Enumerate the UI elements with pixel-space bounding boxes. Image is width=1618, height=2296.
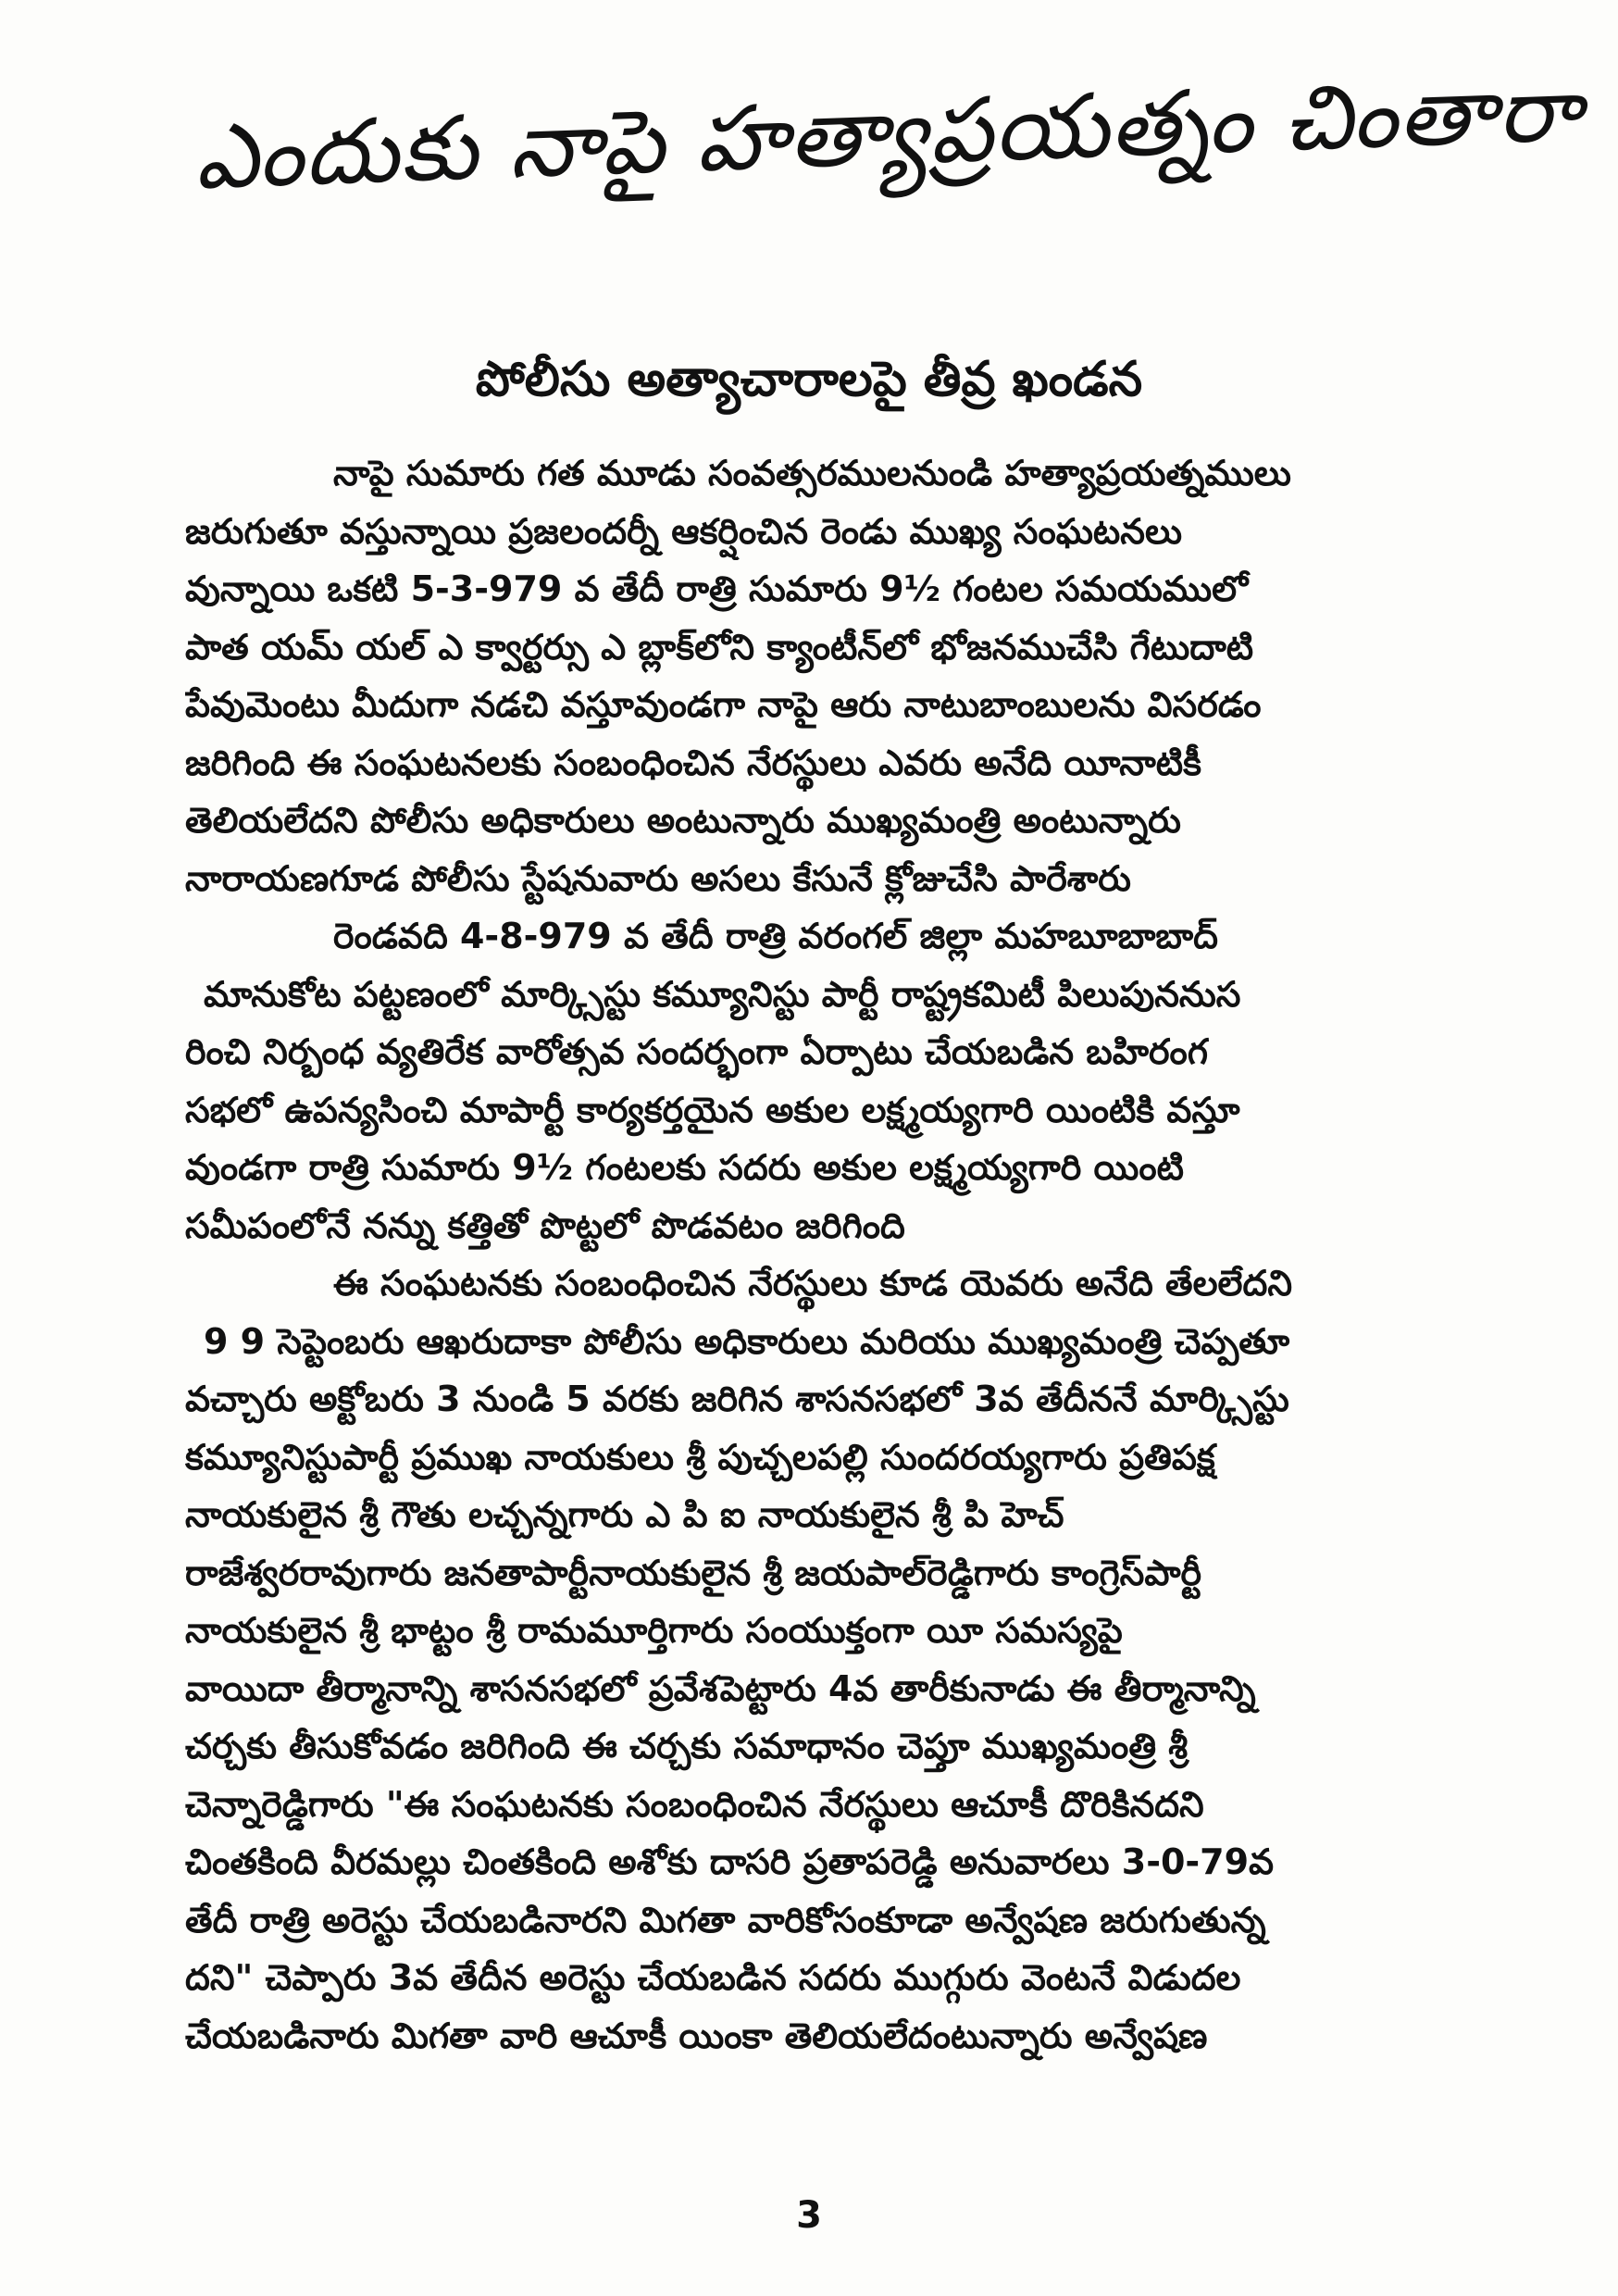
text-line: నాయకులైన శ్రీ భాట్టం శ్రీ రామమూర్తిగారు సంయుక్తంగా యీ సమస్యపై: [185, 1610, 1123, 1651]
text-line: పాత యమ్ యల్ ఎ క్వార్టర్సు ఎ బ్లాక్‌లోని క్యాంటీన్‌లో భోజనముచేసి గేటుదాటి: [185, 626, 1254, 668]
text-line: రించి నిర్బంధ వ్యతిరేక వారోత్సవ సందర్భంగా ఏర్పాటు చేయబడిన బహిరంగ: [185, 1031, 1208, 1072]
text-line: పేవుమెంటు మీదుగా నడచి వస్తూవుండగా నాపై ఆరు నాటుబాంబులను విసరడం: [185, 684, 1262, 725]
text-line: మానుకోట పట్టణంలో మార్క్సిస్టు కమ్యూనిస్టు పార్టీ రాష్ట్రకమిటీ పిలుపుననుస: [204, 973, 1241, 1015]
text-line: నాపై సుమారు గత మూడు సంవత్సరములనుండి హత్యాప్రయత్నములు: [333, 453, 1291, 493]
text-line: వాయిదా తీర్మానాన్ని శాసనసభలో ప్రవేశపెట్టారు 4వ తారీకునాడు ఈ తీర్మానాన్ని: [185, 1667, 1256, 1709]
text-line: వుండగా రాత్రి సుమారు 9½ గంటలకు సదరు అకుల లక్ష్మయ్యగారి యింటి: [185, 1147, 1184, 1188]
text-line: రెండవది 4-8-979 వ తేదీ రాత్రి వరంగల్ జిల్లా మహబూబాబాద్: [333, 916, 1218, 956]
body-text: [185, 444, 1462, 2065]
text-line: సభలో ఉపన్యసించి మాపార్టీ కార్యకర్తయైన అకుల లక్ష్మయ్యగారి యింటికి వస్తూ: [185, 1089, 1240, 1130]
text-line: నాయకులైన శ్రీ గౌతు లచ్చన్నగారు ఎ పి ఐ నాయకులైన శ్రీ పి హెచ్: [185, 1494, 1064, 1535]
handwritten-title: ఎందుకు నాపై హత్యాప్రయత్నం చింతారా: [193, 56, 1585, 209]
text-line: జరిగింది ఈ సంఘటనలకు సంబంధించిన నేరస్థులు ఎవరు అనేది యీనాటికీ: [185, 742, 1201, 783]
text-line: సమీపంలోనే నన్ను కత్తితో పొట్టలో పొడవటం జరిగింది: [185, 1204, 905, 1246]
text-line: చెన్నారెడ్డిగారు "ఈ సంఘటనకు సంబంధించిన నేరస్థులు ఆచూకీ దొరికినదని: [185, 1783, 1204, 1825]
text-line: తెలియలేదని పోలీసు అధికారులు అంటున్నారు ముఖ్యమంత్రి అంటున్నారు: [185, 800, 1181, 841]
text-line: చర్చకు తీసుకోవడం జరిగింది ఈ చర్చకు సమాధానం చెప్తూ ముఖ్యమంత్రి శ్రీ: [185, 1726, 1189, 1766]
text-line: వున్నాయి ఒకటి 5-3-979 వ తేదీ రాత్రి సుమారు 9½ గంటల సమయములో: [185, 568, 1249, 609]
text-line: జరుగుతూ వస్తున్నాయి ప్రజలందర్నీ ఆకర్షించిన రెండు ముఖ్య సంఘటనలు: [185, 510, 1183, 552]
page-heading: పోలీసు అత్యాచారాలపై తీవ్ర ఖండన: [475, 352, 1143, 407]
text-line: ఈ సంఘటనకు సంబంధించిన నేరస్థులు కూడ యెవరు అనేది తేలలేదని: [333, 1263, 1292, 1304]
text-line: చింతకింది వీరమల్లు చింతకింది అశోకు దాసరి ప్రతాపరెడ్డి అనువారలు 3-0-79వ: [185, 1841, 1275, 1882]
text-line: రాజేశ్వరరావుగారు జనతాపార్టీనాయకులైన శ్రీ జయపాల్‌రెడ్డిగారు కాంగ్రెస్‌పార్టీ: [185, 1552, 1202, 1593]
text-line: 9 9 సెప్టెంబరు ఆఖరుదాకా పోలీసు అధికారులు మరియు ముఖ్యమంత్రి చెప్పతూ: [204, 1320, 1290, 1362]
text-line: కమ్యూనిస్టుపార్టీ ప్రముఖ నాయకులు శ్రీ పుచ్చలపల్లి సుందరయ్యగారు ప్రతిపక్ష: [185, 1436, 1215, 1478]
text-line: తేదీ రాత్రి అరెస్టు చేయబడినారని మిగతా వారికోసంకూడా అన్వేషణ జరుగుతున్న: [185, 1899, 1266, 1940]
text-line: చేయబడినారు మిగతా వారి ఆచూకీ యింకా తెలియలేదంటున్నారు అన్వేషణ: [185, 2015, 1208, 2056]
text-line: వచ్చారు అక్టోబరు 3 నుండి 5 వరకు జరిగిన శాసనసభలో 3వ తేదీననే మార్క్సిస్టు: [185, 1379, 1289, 1419]
text-line: దని" చెప్పారు 3వ తేదీన అరెస్టు చేయబడిన సదరు ముగ్గురు వెంటనే విడుదల: [185, 1957, 1241, 1998]
text-line: నారాయణగూడ పోలీసు స్టేషనువారు అసలు కేసునే క్లోజుచేసి పారేశారు: [185, 857, 1131, 899]
page-number: 3: [796, 2194, 822, 2237]
